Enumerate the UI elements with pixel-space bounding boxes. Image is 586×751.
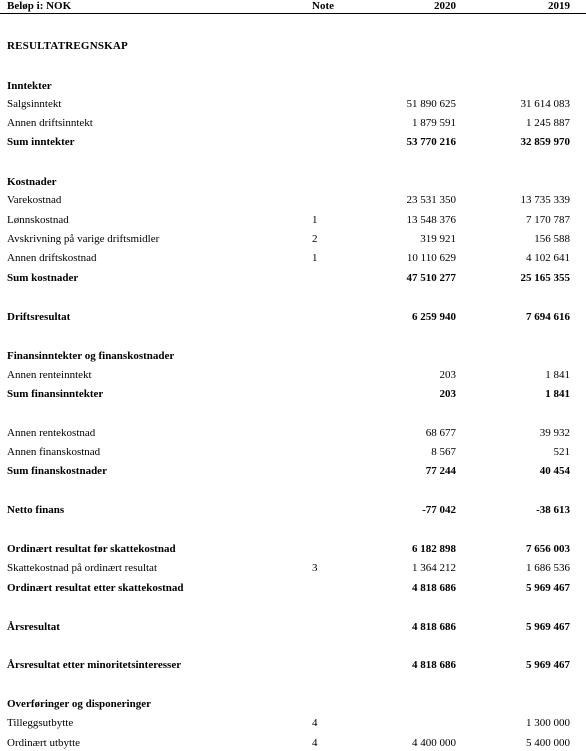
row-label: Årsresultat etter minoritetsinteresser (7, 659, 182, 671)
row-value-2019: 31 614 083 (520, 98, 570, 110)
row-value-2019: 1 841 (545, 388, 570, 400)
row-label: Ordinært resultat før skattekostnad (7, 543, 176, 555)
row-value-2019: 7 694 616 (526, 311, 570, 323)
table-row (0, 134, 586, 150)
table-row (0, 735, 586, 751)
row-value-2020: -77 042 (422, 504, 456, 516)
row-value-2020: 77 244 (425, 465, 456, 477)
row-value-2020: 13 548 376 (406, 214, 456, 226)
table-row (0, 619, 586, 635)
row-label: Ordinært utbytte (7, 737, 81, 749)
row-note: 4 (312, 737, 318, 749)
table-row (0, 657, 586, 673)
row-value-2020: 4 818 686 (412, 621, 456, 633)
row-value-2019: 5 400 000 (526, 737, 570, 749)
table-row (0, 96, 586, 112)
table-row (0, 174, 586, 190)
row-note: 1 (312, 252, 318, 264)
row-value-2020: 203 (439, 369, 456, 381)
row-value-2019: 25 165 355 (520, 272, 570, 284)
row-value-2020: 10 110 629 (406, 252, 456, 264)
row-label: Finansinntekter og finanskostnader (7, 350, 175, 362)
row-value-2019: 156 588 (534, 233, 570, 245)
row-note: 3 (312, 562, 318, 574)
year-2019-column-header: 2019 (548, 0, 570, 12)
row-value-2020: 6 182 898 (412, 543, 456, 555)
table-row (0, 250, 586, 266)
row-value-2019: 4 102 641 (526, 252, 570, 264)
row-label: Tilleggsutbytte (7, 717, 74, 729)
table-row (0, 696, 586, 712)
table-row (0, 560, 586, 576)
row-label: Skattekostnad på ordinært resultat (7, 562, 157, 574)
table-row (0, 309, 586, 325)
currency-label: Beløp i: NOK (7, 0, 72, 12)
row-value-2020: 47 510 277 (406, 272, 456, 284)
row-label: Sum finansinntekter (7, 388, 104, 400)
table-row (0, 444, 586, 460)
row-label: Netto finans (7, 504, 65, 516)
note-column-header: Note (312, 0, 334, 12)
table-row (0, 541, 586, 557)
row-value-2020: 8 567 (431, 446, 456, 458)
page-title: RESULTATREGNSKAP (7, 40, 128, 52)
table-row (0, 115, 586, 131)
row-value-2019: 7 170 787 (526, 214, 570, 226)
table-row (0, 502, 586, 518)
row-note: 1 (312, 214, 318, 226)
row-value-2019: 39 932 (539, 427, 570, 439)
row-value-2020: 68 677 (425, 427, 456, 439)
row-value-2020: 4 400 000 (412, 737, 456, 749)
table-row (0, 425, 586, 441)
row-label: Annen driftskostnad (7, 252, 97, 264)
row-value-2019: -38 613 (536, 504, 570, 516)
table-row (0, 463, 586, 479)
row-value-2020: 6 259 940 (412, 311, 456, 323)
row-label: Kostnader (7, 176, 57, 188)
row-value-2019: 5 969 467 (526, 621, 570, 633)
row-value-2020: 4 818 686 (412, 659, 456, 671)
row-value-2019: 40 454 (539, 465, 570, 477)
row-value-2019: 32 859 970 (520, 136, 570, 148)
row-label: Årsresultat (7, 621, 60, 633)
row-value-2020: 1 364 212 (412, 562, 456, 574)
row-value-2019: 5 969 467 (526, 582, 570, 594)
row-value-2020: 1 879 591 (412, 117, 456, 129)
table-row (0, 580, 586, 596)
row-value-2019: 7 656 003 (526, 543, 570, 555)
table-row (0, 386, 586, 402)
row-label: Avskrivning på varige driftsmidler (7, 233, 160, 245)
row-value-2020: 53 770 216 (406, 136, 456, 148)
row-value-2019: 1 686 536 (526, 562, 570, 574)
table-row (0, 231, 586, 247)
row-label: Overføringer og disponeringer (7, 698, 151, 710)
row-value-2020: 4 818 686 (412, 582, 456, 594)
table-row (0, 212, 586, 228)
table-row (0, 367, 586, 383)
row-label: Driftsresultat (7, 311, 71, 323)
row-value-2019: 5 969 467 (526, 659, 570, 671)
row-label: Lønnskostnad (7, 214, 69, 226)
row-label: Annen rentekostnad (7, 427, 96, 439)
row-label: Sum inntekter (7, 136, 75, 148)
row-label: Sum kostnader (7, 272, 79, 284)
table-row (0, 348, 586, 364)
row-value-2020: 23 531 350 (406, 194, 456, 206)
row-label: Salgsinntekt (7, 98, 62, 110)
row-label: Inntekter (7, 80, 52, 92)
row-note: 2 (312, 233, 318, 245)
row-value-2019: 13 735 339 (520, 194, 570, 206)
row-label: Ordinært resultat etter skattekostnad (7, 582, 184, 594)
table-row (0, 270, 586, 286)
row-value-2019: 1 841 (545, 369, 570, 381)
table-row (0, 78, 586, 94)
row-note: 4 (312, 717, 318, 729)
row-value-2019: 1 300 000 (526, 717, 570, 729)
row-value-2020: 319 921 (420, 233, 456, 245)
row-label: Sum finanskostnader (7, 465, 107, 477)
year-2020-column-header: 2020 (434, 0, 456, 12)
row-value-2019: 1 245 887 (526, 117, 570, 129)
row-label: Annen finanskostnad (7, 446, 101, 458)
row-label: Varekostnad (7, 194, 62, 206)
table-header (0, 0, 586, 14)
row-label: Annen renteinntekt (7, 369, 92, 381)
row-value-2020: 51 890 625 (406, 98, 456, 110)
row-value-2019: 521 (553, 446, 570, 458)
row-label: Annen driftsinntekt (7, 117, 93, 129)
row-value-2020: 203 (439, 388, 456, 400)
table-row (0, 715, 586, 731)
table-row (0, 192, 586, 208)
